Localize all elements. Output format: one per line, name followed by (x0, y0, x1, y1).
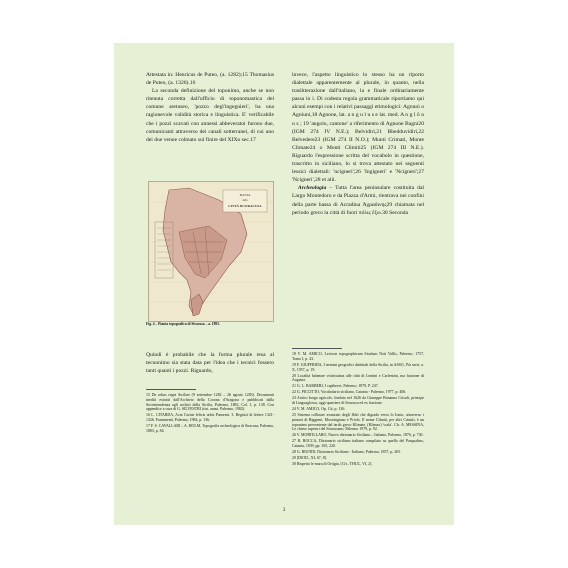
right-paragraph-1: invece, l'aspetto linguistico lo stesso ha un riporto dialettale apparentemente al plurale, in quanto, nella traslitterazione dall'italiano, la e finale ordinariamente passa in i. Di codesta regola grammaticale riportiamo qui alcuni esempi con i relativi passaggi etimologici: Agnuni o Agniuni,18 Agnone, lat. a n g u l u s e lat. med. A n g l ŏ n u s ; 19 'angolo, cantone' a riferimento di Agnone Bagni20 (IGM 274 IV N.E.); Belvidiri,21 Bbedduvidiri,22 Belvedere23 (IGM 274 II N.O.); Munti Crimati, Monte Climate24 o Monti Climiti25 (IGM 274 III N.E.). Riguardo l'espressione scritta del vocabolo in questione, trascritto in siciliano, lo si trova attestato nei seguenti lessici dialettali: 'ncigneri';26 'Ingigneri' e 'Ncigneri';27 'Ncigneri',28 et alii. (292, 72, 424, 184)
footnote-rule (292, 348, 342, 349)
footnote-25: 25 Sistema collinare avanzato degli Iblei che digrada verso lo Ionio, attraverso i pianori di Biggemi, Mostringiano e Priolo. Il nome Climiti, per altri Crimiti, è un toponimo proveniente dal tardo greco Klimate, (Klimax) 'scala'. Cfr. A. MESSINA, Le chiese rupestri del Siracusano, Palermo 1979, p. 92. (292, 413, 424, 432)
footnote-28: 28 G. BIUNDI, Dizionario Siciliano - Italiano, Palermo, 1857, p. 265. (292, 450, 402, 455)
footnote-rule (146, 389, 196, 390)
map-title-line2: della (242, 199, 248, 202)
footnote-20: 20 Località balneare vicinissima alle città di Lentini e Carlentini, ma frazione di Augusta. (292, 373, 424, 383)
left-paragraph-1: Attestata in: Henricus de Puteo, (a. 1282);15 Thomasius de Puteo, (a. 1326).16 (146, 72, 274, 87)
footnote-17: 17 F. S. CAVALLARI – A. HOLM, Topografia archeologica di Siracusa, Palermo, 1883, p. 84. (146, 424, 274, 433)
footnote-18: 18 V. M. AMICO, Lexicon topographicum Siculum Noti Vallis, Palermo, 1757, Tomo I, p. 43. (292, 352, 424, 361)
left-paragraph-2: La seconda definizione del toponimo, anche se non ritenuta corretta dall'ufficio di toponomastica del comune aretuseo, 'pozzo degl'ingegnieri', ha una ragionevole validità storica e linguistica. E' verificabile che i pozzi scavati con annessi abbeveratoi furono due, comunicanti attraverso dei canali sotterranei, di cui uno dei due venne colmato sul finire del XIXo sec.17 (146, 88, 274, 143)
document-page (114, 43, 454, 525)
footnote-30: 30 Rispetto le mura di Ortigia. [Cfr., THUC, VI, 2]. (292, 462, 373, 467)
footnote-26: 26 V. MORTILLARO, Nuovo dizionario Siciliano – Italiano, Palermo, 1876, p. 730. (292, 433, 424, 438)
left-column (146, 71, 274, 144)
archeologia-text: – Tutta l'area peninsulare costituita dal Largo Montedoro e da Piazza d'Armi, rientrava nei confini della parte bassa di Acradina Ἀχραδινης29 chiamata nel periodo greco la città di fuori πόλις ἔξω.30 Seconda (292, 185, 424, 216)
footnotes-left (146, 389, 274, 435)
figure-map (146, 181, 274, 331)
left-paragraph-3: Quindi è probabile che la forma plurale resa al tecnonimo sia stata data per l'idea che i tecnici fossero tanti quanti i pozzi. Riguardo, (146, 352, 274, 375)
map-title-line1: PIANTA (239, 193, 251, 197)
footnote-16: 16 L. CITARDA, Acta Curiae felicis urbis Panormi, 3. Registri di lettere 1321-1326. Frammenti, Palermo, 1984, p. 136. (146, 413, 274, 423)
footnote-19: 19 F. GIUFFRIDA, I termini geografici dialettali della Sicilia, in ASSO, IVa serie, a. X, 1957, p. 19. (292, 362, 424, 372)
right-column (292, 71, 424, 217)
page-number: 3 (282, 508, 286, 513)
archeologia-heading: Archeologia (298, 185, 327, 192)
map-image (148, 181, 274, 322)
siracusa-map-drawing (149, 182, 273, 321)
footnote-15: 15 De rebus regni Siciliae (9 settembre 1282 – 26 agosto 1283). Documenti inediti estratti dall'Archivio della Corona d'Aragona e pubblicati dalla Sovrintendenza agli archivi della Sicilia, Palermo, 1882, Col. I, p. 138. Con appendice a cura di G. SILVESTRI (rist. anast. Palermo, 1982). (146, 393, 274, 412)
footnote-27: 27 R. ROCCA, Dizionario siciliano italiano compilato su quello del Pasqualino, Catania, 1839, pp. 165, 220. (292, 439, 424, 449)
map-title-line3: CITTÀ DI SIRACUSA (228, 204, 262, 208)
footnote-21: 21 G. L. BARBERI, I capibrevi, Palermo, 1879, P. 247. (292, 384, 379, 389)
right-paragraph-2 (292, 184, 424, 216)
figure-caption: Fig. 4 – Pianta topografica di Siracusa – a. 1893. (146, 322, 220, 326)
footnote-29: 29 [DIOD., XI, 67, 8]. (292, 456, 327, 461)
footnotes-right (292, 348, 424, 468)
footnote-24: 24 V. M. AMICO, Op. Cit, p. 136. (292, 407, 346, 412)
footnote-23: 23 Antico borgo agricolo, fondato nel 1626 da Giuseppe Bonanno Crisafi, principe di Linguaglossa, oggi quartiere di Siracusa ed ex frazione. (292, 396, 424, 406)
footnote-22: 22 G. PICCITTO, Vocabolario siciliano, Catania - Palermo, 1977, p. 406. (292, 390, 407, 395)
